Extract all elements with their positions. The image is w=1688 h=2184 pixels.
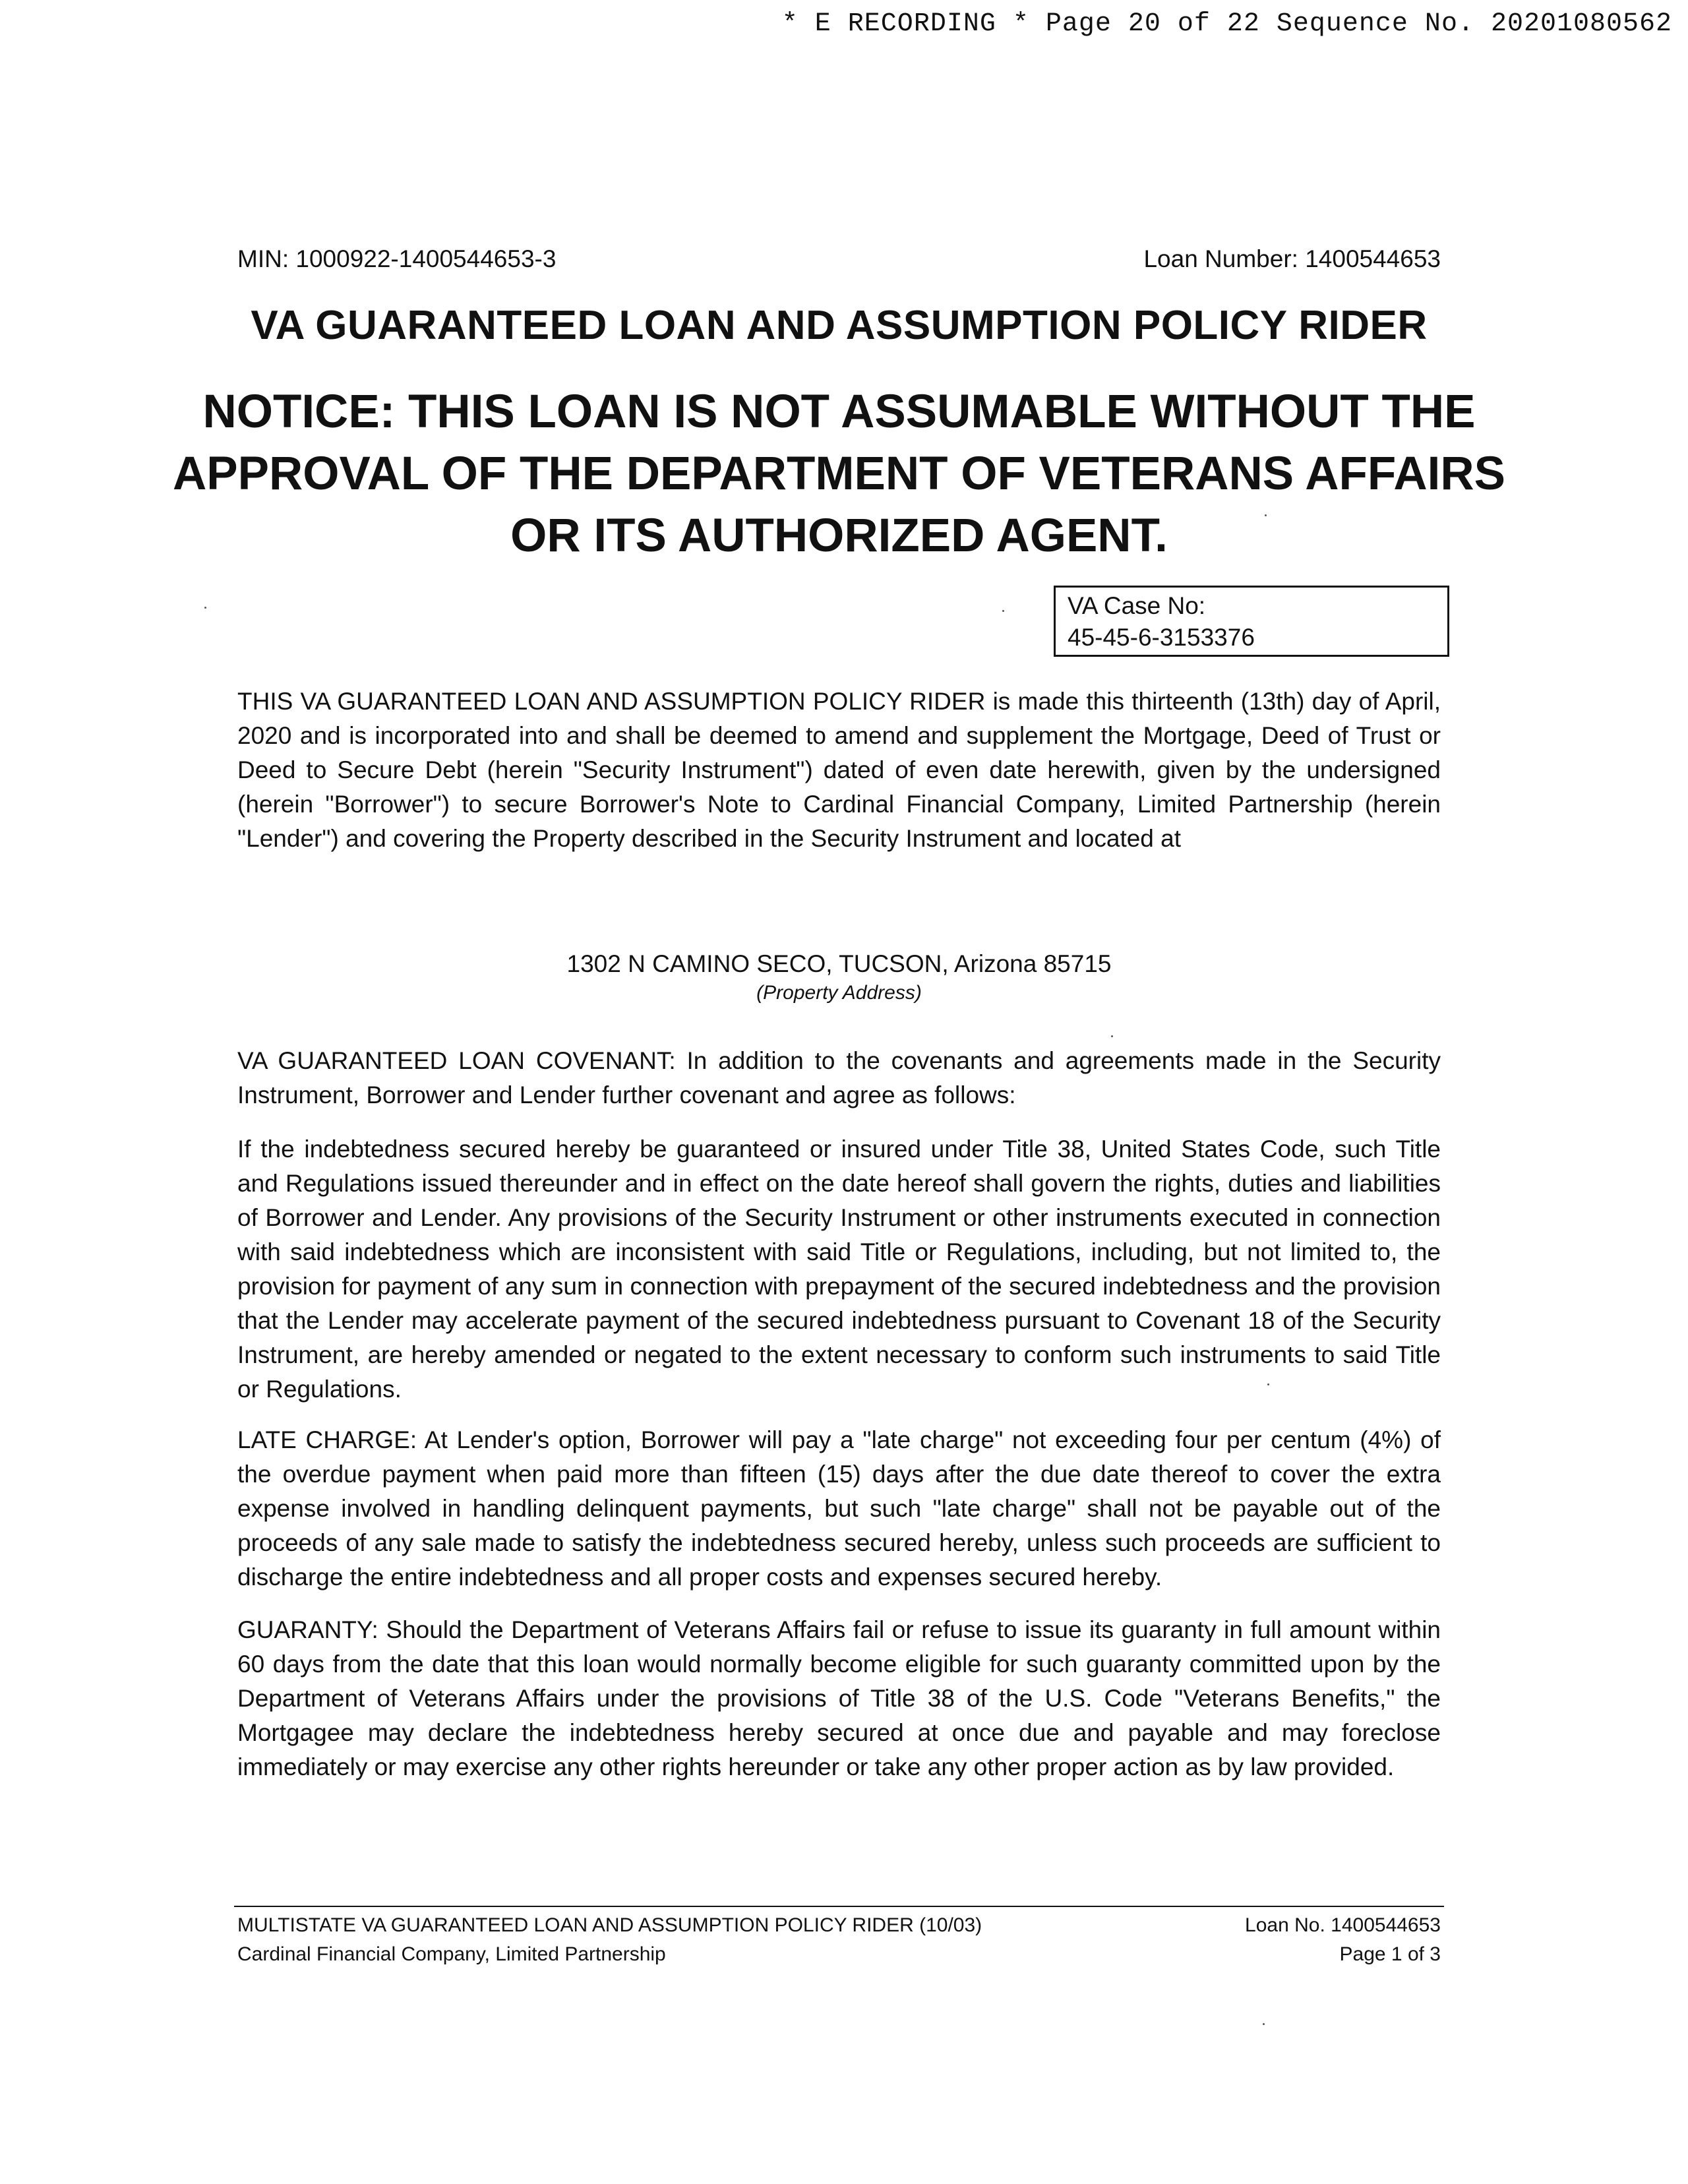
scan-speck: [1265, 514, 1267, 516]
assumption-notice: [0, 381, 1678, 567]
indebtedness-text: If the indebtedness secured hereby be guaranteed or insured under Title 38, United States Code, such Title and Regulations issued thereunder and in effect on the date hereof shall govern the rights, duties and liabilities of Borrower and Lender. Any provisions of the Security Instrument or other instruments executed in connection with said indebtedness which are inconsistent with said Title or Regulations, including, but not limited to, the provision for payment of any sum in connection with prepayment of the secured indebtedness and the provision that the Lender may accelerate payment of the secured indebtedness pursuant to Covenant 18 of the Security Instrument, are hereby amended or negated to the extent necessary to conform such instruments to said Title or Regulations.: [237, 1136, 1441, 1403]
page-footer: [237, 1911, 1441, 1969]
va-case-box: [1054, 586, 1449, 657]
loan-meta-row: [237, 245, 1441, 273]
scan-speck: [1111, 1035, 1113, 1037]
loan-number: Loan Number: 1400544653: [1143, 245, 1441, 272]
footer-company: Cardinal Financial Company, Limited Partnership: [237, 1943, 666, 1965]
footer-page-number: Page 1 of 3: [1339, 1943, 1441, 1965]
covenant-text: VA GUARANTEED LOAN COVENANT: In addition to the covenants and agreements made in the Security Instrument, Borrower and Lender further covenant and agree as follows:: [237, 1047, 1441, 1108]
notice-line-3: OR ITS AUTHORIZED AGENT.: [510, 510, 1168, 562]
guaranty-paragraph: [237, 1613, 1441, 1784]
intro-text: THIS VA GUARANTEED LOAN AND ASSUMPTION POLICY RIDER is made this thirteenth (13th) day of April, 2020 and is incorporated into and shall be deemed to amend and supplement the Mortgage, Deed of Trust or Deed to Secure Debt (herein "Security Instrument") dated of even date herewith, given by the undersigned (herein "Borrower") to secure Borrower's Note to Cardinal Financial Company, Limited Partnership (herein "Lender") and covering the Property described in the Security Instrument and located at: [237, 688, 1441, 852]
scan-speck: [204, 607, 206, 609]
min-number: MIN: 1000922-1400544653-3: [237, 245, 557, 272]
rider-title: VA GUARANTEED LOAN AND ASSUMPTION POLICY RIDER: [251, 303, 1428, 348]
intro-paragraph: [237, 684, 1441, 856]
scan-speck: [1267, 1383, 1269, 1385]
property-address: 1302 N CAMINO SECO, TUCSON, Arizona 85715: [566, 950, 1112, 977]
footer-row-2: [237, 1940, 1441, 1969]
footer-loan-number: Loan No. 1400544653: [1245, 1914, 1441, 1936]
property-address-block: [0, 948, 1678, 1006]
late-charge-text: LATE CHARGE: At Lender's option, Borrower will pay a "late charge" not exceeding four per centum (4%) of the overdue payment when paid more than fifteen (15) days after the due date thereof to cover the extra expense involved in handling delinquent payments, but such "late charge" shall not be payable out of the proceeds of any sale made to satisfy the indebtedness secured hereby, unless such proceeds are sufficient to discharge the entire indebtedness and all proper costs and expenses secured hereby.: [237, 1426, 1441, 1591]
footer-form-name: MULTISTATE VA GUARANTEED LOAN AND ASSUMPTION POLICY RIDER (10/03): [237, 1914, 982, 1936]
recording-header: * E RECORDING * Page 20 of 22 Sequence No. 20201080562: [781, 9, 1672, 39]
scan-speck: [1002, 610, 1004, 612]
notice-line-2: APPROVAL OF THE DEPARTMENT OF VETERANS AFFAIRS: [173, 448, 1505, 500]
indebtedness-paragraph: [237, 1132, 1441, 1407]
scan-speck: [1263, 2023, 1265, 2025]
va-case-value: 45-45-6-3153376: [1068, 624, 1255, 651]
va-case-label: VA Case No:: [1068, 592, 1206, 619]
late-charge-paragraph: [237, 1423, 1441, 1594]
footer-divider: [234, 1906, 1444, 1907]
guaranty-text: GUARANTY: Should the Department of Veterans Affairs fail or refuse to issue its guaranty in full amount within 60 days from the date that this loan would normally become eligible for such guaranty committed upon by the Department of Veterans Affairs under the provisions of Title 38 of the U.S. Code "Veterans Benefits," the Mortgagee may declare the indebtedness hereby secured at once due and payable and may foreclose immediately or may exercise any other rights hereunder or take any other proper action as by law provided.: [237, 1616, 1441, 1780]
footer-row-1: [237, 1911, 1441, 1940]
property-address-caption: (Property Address): [756, 982, 922, 1004]
covenant-paragraph: [237, 1044, 1441, 1112]
notice-line-1: NOTICE: THIS LOAN IS NOT ASSUMABLE WITHOUT THE: [202, 386, 1476, 438]
